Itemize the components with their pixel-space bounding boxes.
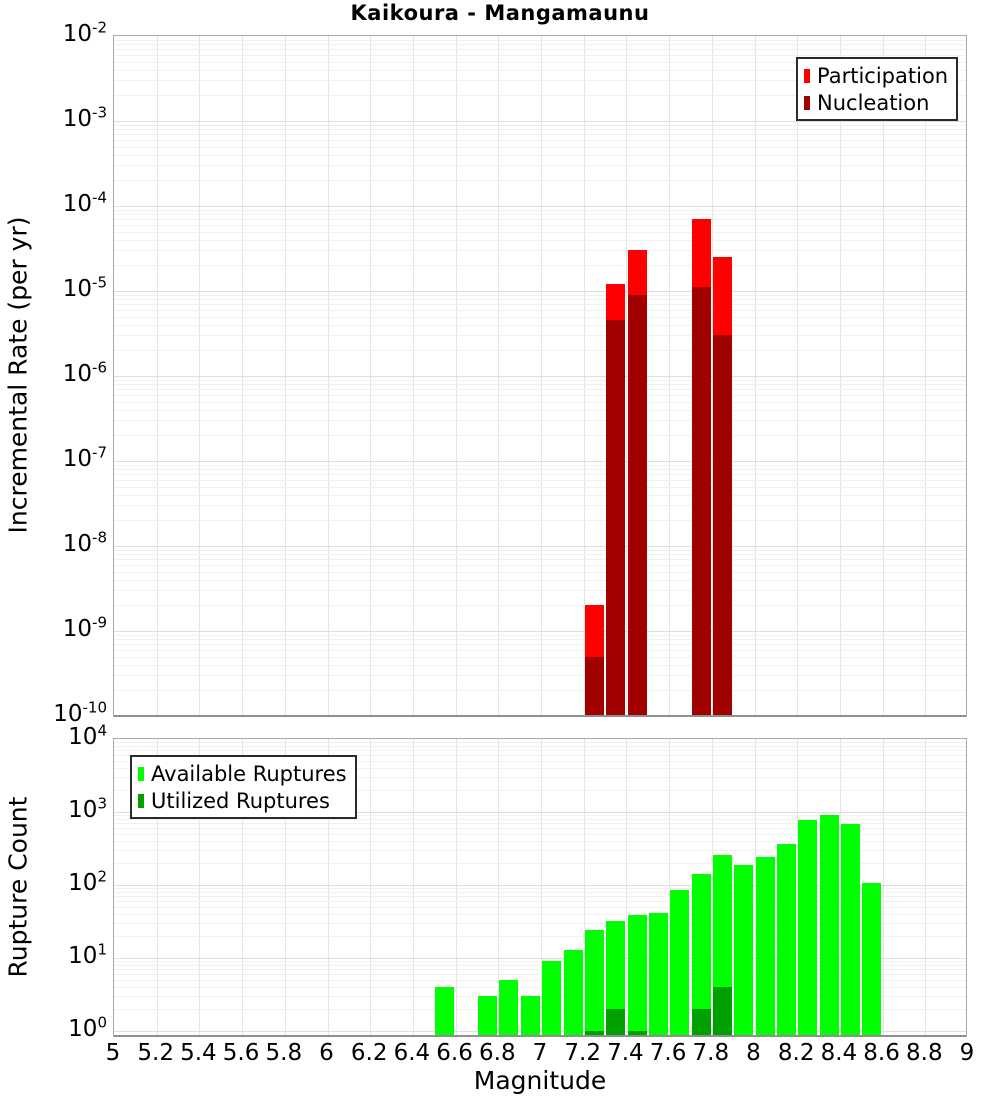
minor-gridline xyxy=(114,590,967,591)
utilized-ruptures-bar xyxy=(628,1031,647,1036)
x-tick-label: 8 xyxy=(746,1040,761,1066)
y-tick-label: $10^{-2}$ xyxy=(62,18,107,47)
minor-gridline xyxy=(114,969,967,970)
minor-gridline xyxy=(114,480,967,481)
x-tick-label: 5.6 xyxy=(222,1040,260,1066)
major-gridline xyxy=(114,885,967,886)
legend-label-nucleation: Nucleation xyxy=(817,90,930,115)
minor-gridline xyxy=(114,465,967,466)
minor-gridline xyxy=(114,635,967,636)
available-ruptures-bar xyxy=(521,996,540,1036)
x-tick-label: 8.8 xyxy=(906,1040,943,1066)
y-tick-label: $10^2$ xyxy=(68,867,107,896)
major-gridline xyxy=(114,958,967,959)
minor-gridline xyxy=(114,140,967,141)
x-tick-label: 6.4 xyxy=(393,1040,431,1066)
x-tick-label: 5.2 xyxy=(137,1040,174,1066)
y-tick-label: $10^{-7}$ xyxy=(62,443,107,472)
minor-gridline xyxy=(114,219,967,220)
minor-gridline xyxy=(114,232,967,233)
minor-gridline xyxy=(114,384,967,385)
y-tick-label: $10^{-5}$ xyxy=(62,273,107,302)
utilized-ruptures-bar xyxy=(585,1031,604,1036)
minor-gridline xyxy=(114,980,967,981)
x-tick-label: 9 xyxy=(959,1040,975,1066)
minor-gridline xyxy=(114,147,967,148)
minor-gridline xyxy=(114,129,967,130)
minor-gridline xyxy=(114,325,967,326)
minor-gridline xyxy=(114,644,967,645)
minor-gridline xyxy=(114,295,967,296)
x-tick-label: 8.4 xyxy=(820,1040,858,1066)
minor-gridline xyxy=(114,746,967,747)
available-ruptures-bar xyxy=(756,857,775,1036)
available-ruptures-bar xyxy=(670,890,689,1036)
y-tick-label: $10^3$ xyxy=(68,794,107,823)
minor-gridline xyxy=(114,901,967,902)
minor-gridline xyxy=(114,965,967,966)
major-gridline xyxy=(114,206,967,207)
rate-legend xyxy=(796,57,958,121)
utilized-ruptures-bar xyxy=(692,1009,711,1036)
minor-gridline xyxy=(114,155,967,156)
legend-label-participation: Participation xyxy=(817,63,949,88)
available-ruptures-bar xyxy=(564,950,583,1036)
minor-gridline xyxy=(114,310,967,311)
y-tick-label: $10^{-6}$ xyxy=(62,358,107,387)
major-gridline xyxy=(114,1031,967,1032)
available-ruptures-bar xyxy=(628,915,647,1036)
minor-gridline xyxy=(114,650,967,651)
top-y-axis-label: Incremental Rate (per yr) xyxy=(3,216,33,534)
minor-gridline xyxy=(114,665,967,666)
available-ruptures-bar xyxy=(585,930,604,1036)
minor-gridline xyxy=(114,936,967,937)
bottom-y-axis-label: Rupture Count xyxy=(3,796,33,978)
minor-gridline xyxy=(114,420,967,421)
minor-gridline xyxy=(114,380,967,381)
major-gridline xyxy=(114,291,967,292)
minor-gridline xyxy=(114,240,967,241)
minor-gridline xyxy=(114,487,967,488)
minor-gridline xyxy=(114,914,967,915)
y-tick-label: $10^1$ xyxy=(68,940,107,969)
minor-gridline xyxy=(114,841,967,842)
available-ruptures-bar xyxy=(734,865,753,1036)
minor-gridline xyxy=(114,657,967,658)
y-tick-label: $10^{-9}$ xyxy=(62,613,107,642)
legend-item-available xyxy=(138,760,347,787)
minor-gridline xyxy=(114,165,967,166)
x-tick-label: 5.8 xyxy=(265,1040,303,1066)
chart-title: Kaikoura - Mangamaunu xyxy=(350,1,650,25)
x-tick-label: 5 xyxy=(105,1040,121,1066)
minor-gridline xyxy=(114,134,967,135)
x-tick-label: 6.6 xyxy=(436,1040,473,1066)
minor-gridline xyxy=(114,974,967,975)
major-gridline xyxy=(114,546,967,547)
minor-gridline xyxy=(114,210,967,211)
minor-gridline xyxy=(114,863,967,864)
minor-gridline xyxy=(114,834,967,835)
y-tick-label: $10^{-8}$ xyxy=(62,528,107,557)
minor-gridline xyxy=(114,896,967,897)
y-tick-label: $10^{-10}$ xyxy=(53,698,107,727)
utilized-ruptures-swatch xyxy=(138,794,144,808)
nucleation-swatch xyxy=(804,96,810,110)
rupture-legend xyxy=(130,755,357,819)
minor-gridline xyxy=(114,389,967,390)
available-ruptures-bar xyxy=(862,883,881,1036)
x-tick-label: 6.8 xyxy=(479,1040,516,1066)
minor-gridline xyxy=(114,40,967,41)
available-ruptures-bar xyxy=(649,913,668,1036)
minor-gridline xyxy=(114,435,967,436)
minor-gridline xyxy=(114,605,967,606)
minor-gridline xyxy=(114,828,967,829)
minor-gridline xyxy=(114,819,967,820)
minor-gridline xyxy=(114,1009,967,1010)
minor-gridline xyxy=(114,180,967,181)
legend-item-participation xyxy=(804,62,948,89)
y-tick-label: $10^{-4}$ xyxy=(62,188,107,217)
x-tick-label: 7 xyxy=(532,1040,548,1066)
minor-gridline xyxy=(114,350,967,351)
minor-gridline xyxy=(114,214,967,215)
minor-gridline xyxy=(114,225,967,226)
x-tick-label: 7.4 xyxy=(607,1040,644,1066)
x-tick-label: 6 xyxy=(319,1040,334,1066)
minor-gridline xyxy=(114,505,967,506)
minor-gridline xyxy=(114,125,967,126)
minor-gridline xyxy=(114,520,967,521)
nucleation-bar xyxy=(713,335,732,716)
available-ruptures-bar xyxy=(777,844,796,1036)
minor-gridline xyxy=(114,572,967,573)
major-gridline xyxy=(114,461,967,462)
minor-gridline xyxy=(114,55,967,56)
minor-gridline xyxy=(114,987,967,988)
available-ruptures-bar xyxy=(798,820,817,1036)
minor-gridline xyxy=(114,580,967,581)
legend-label-available: Available Ruptures xyxy=(151,761,347,786)
minor-gridline xyxy=(114,550,967,551)
minor-gridline xyxy=(114,299,967,300)
nucleation-bar xyxy=(606,320,625,716)
minor-gridline xyxy=(114,639,967,640)
minor-gridline xyxy=(114,961,967,962)
minor-gridline xyxy=(114,474,967,475)
legend-item-utilized xyxy=(138,787,347,814)
y-tick-label: $10^0$ xyxy=(68,1013,107,1042)
minor-gridline xyxy=(114,996,967,997)
minor-gridline xyxy=(114,750,967,751)
minor-gridline xyxy=(114,304,967,305)
x-tick-label: 5.4 xyxy=(180,1040,217,1066)
minor-gridline xyxy=(114,907,967,908)
minor-gridline xyxy=(114,690,967,691)
minor-gridline xyxy=(114,469,967,470)
legend-label-utilized: Utilized Ruptures xyxy=(151,788,330,813)
available-ruptures-bar xyxy=(499,980,518,1036)
x-tick-label: 8.6 xyxy=(863,1040,900,1066)
minor-gridline xyxy=(114,265,967,266)
major-gridline xyxy=(114,631,967,632)
minor-gridline xyxy=(114,888,967,889)
x-axis-label: Magnitude xyxy=(473,1066,607,1095)
minor-gridline xyxy=(114,923,967,924)
available-ruptures-bar xyxy=(435,987,454,1036)
x-tick-label: 7.2 xyxy=(564,1040,601,1066)
minor-gridline xyxy=(114,892,967,893)
minor-gridline xyxy=(114,410,967,411)
x-tick-label: 7.6 xyxy=(649,1040,687,1066)
y-tick-label: $10^4$ xyxy=(68,721,107,750)
available-ruptures-bar xyxy=(542,961,561,1036)
minor-gridline xyxy=(114,335,967,336)
minor-gridline xyxy=(114,495,967,496)
x-tick-label: 7.8 xyxy=(692,1040,730,1066)
nucleation-bar xyxy=(628,295,647,716)
minor-gridline xyxy=(114,565,967,566)
minor-gridline xyxy=(114,250,967,251)
minor-gridline xyxy=(114,850,967,851)
minor-gridline xyxy=(114,742,967,743)
rupture-count-plot xyxy=(113,738,967,1037)
x-tick-label: 6.2 xyxy=(350,1040,388,1066)
minor-gridline xyxy=(114,49,967,50)
minor-gridline xyxy=(114,44,967,45)
minor-gridline xyxy=(114,675,967,676)
available-ruptures-swatch xyxy=(138,767,144,781)
y-tick-label: $10^{-3}$ xyxy=(62,103,107,132)
nucleation-bar xyxy=(692,287,711,716)
available-ruptures-bar xyxy=(841,824,860,1036)
x-tick-label: 8.2 xyxy=(777,1040,815,1066)
minor-gridline xyxy=(114,395,967,396)
minor-gridline xyxy=(114,317,967,318)
minor-gridline xyxy=(114,559,967,560)
major-gridline xyxy=(114,376,967,377)
nucleation-bar xyxy=(585,657,604,716)
minor-gridline xyxy=(114,402,967,403)
utilized-ruptures-bar xyxy=(606,1009,625,1036)
available-ruptures-bar xyxy=(478,996,497,1036)
minor-gridline xyxy=(114,554,967,555)
legend-item-nucleation xyxy=(804,89,948,116)
available-ruptures-bar xyxy=(820,815,839,1036)
incremental-rate-plot xyxy=(113,35,967,717)
minor-gridline xyxy=(114,823,967,824)
utilized-ruptures-bar xyxy=(713,987,732,1036)
participation-swatch xyxy=(804,69,810,83)
major-gridline xyxy=(114,121,967,122)
